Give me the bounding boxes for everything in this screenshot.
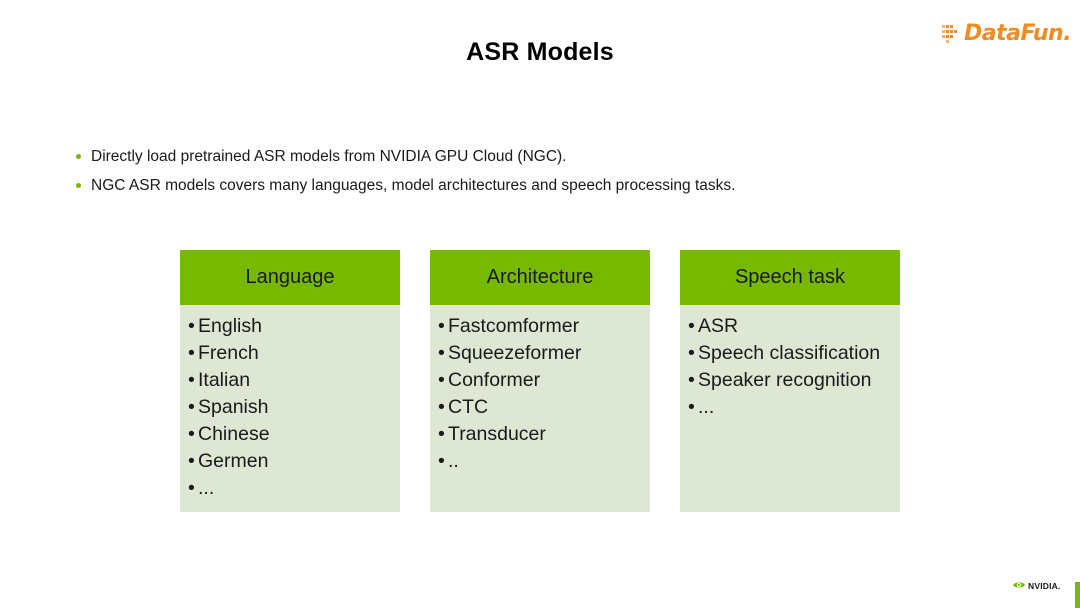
nvidia-logo [1012,580,1061,592]
list-item: • Squeezeformer [438,342,582,364]
bullet-text: NGC ASR models covers many languages, model architectures and speech processing tasks. [91,176,736,194]
datafun-logo [942,16,1072,50]
nvidia-logo-text: NVIDIA. [1028,581,1061,591]
list-item: • Transducer [438,423,546,445]
list-item: • CTC [438,396,489,418]
datafun-logo-icon [942,22,962,44]
list-item: • ... [188,477,215,499]
nvidia-eye-icon [1012,577,1026,595]
card-header: Speech task [680,250,900,305]
list-item: • Speaker recognition [688,369,872,391]
list-item: • ASR [688,315,739,337]
corner-accent-bar [1075,582,1080,608]
card-header: Language [180,250,400,305]
page-title: ASR Models [466,38,614,66]
card-item-list [680,305,900,419]
datafun-logo-text: DataFun. [964,20,1072,46]
list-item: • French [188,342,259,364]
card-header: Architecture [430,250,650,305]
list-item: • Italian [188,369,251,391]
bullet-item [76,142,735,171]
card-item-list [180,305,400,500]
list-item: • .. [438,450,459,472]
list-item: • ... [688,396,715,418]
list-item: • Fastcomformer [438,315,580,337]
list-item: • English [188,315,262,337]
list-item: • Chinese [188,423,270,445]
list-item: • Spanish [188,396,269,418]
bullet-text: Directly load pretrained ASR models from NVIDIA GPU Cloud (NGC). [91,147,567,165]
architecture-card [430,250,650,512]
list-item: • Germen [188,450,269,472]
bullet-item [76,171,735,200]
list-item: • Speech classification [688,342,881,364]
bullet-dot-icon [76,183,81,188]
bullet-dot-icon [76,154,81,159]
speech-task-card [680,250,900,512]
card-item-list [430,305,650,473]
list-item: • Conformer [438,369,541,391]
intro-bullet-list [76,142,735,200]
language-card [180,250,400,512]
